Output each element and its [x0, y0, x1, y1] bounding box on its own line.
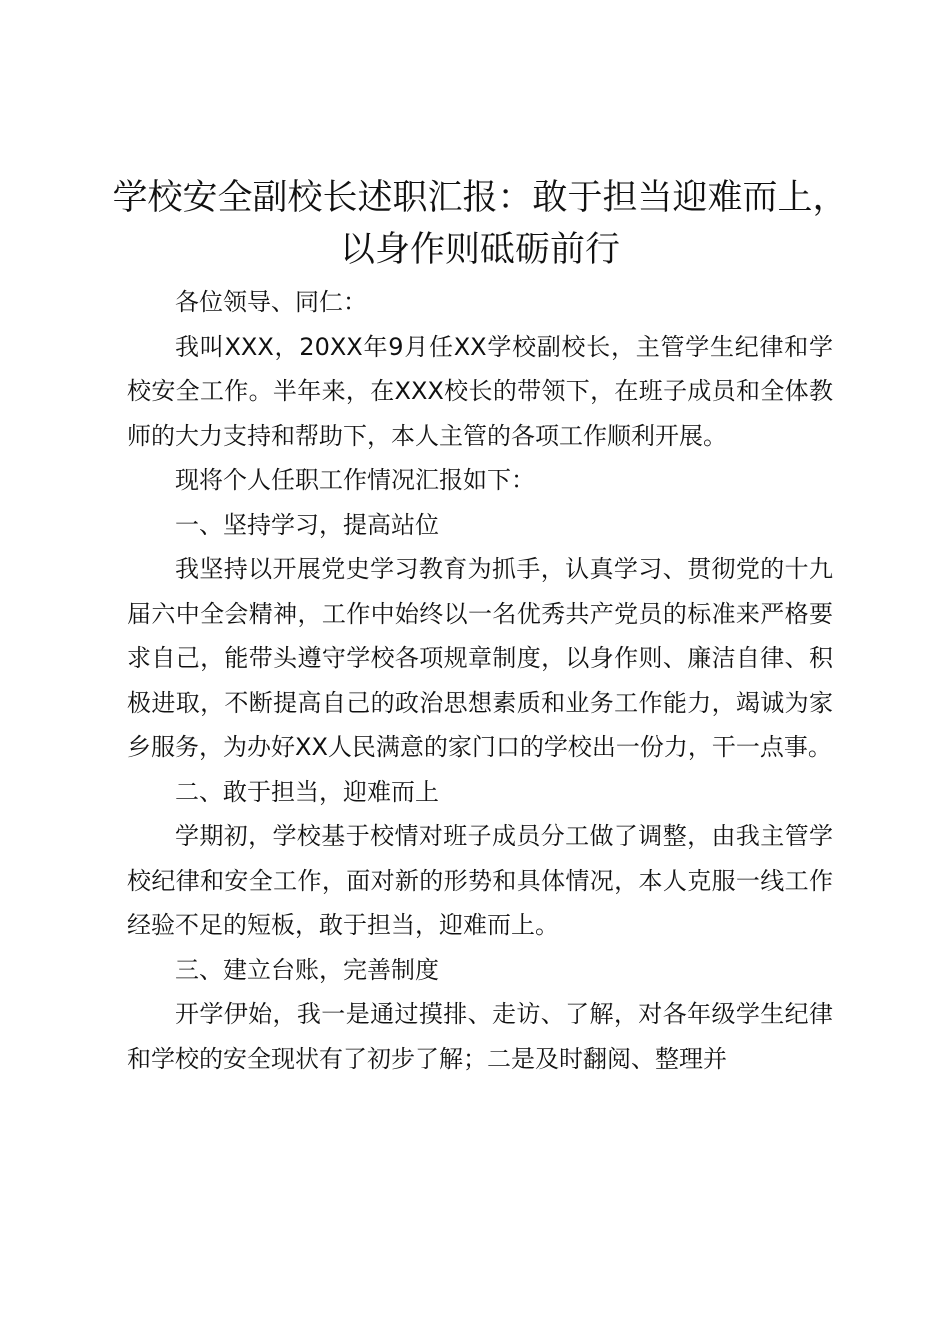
title-line-2: 以身作则砥砺前行 [339, 230, 620, 270]
section-3-heading: 三、建立台账，完善制度 [175, 955, 439, 984]
intro-paragraph: 我叫XXX，20XX年9月任XX学校副校长，主管学生纪律和学校安全工作。半年来，在XXX校长的带领下，在班子成员和全体教师的大力支持和帮助下，本人主管的各项工作顺利开展。 [127, 332, 833, 450]
section-2-heading: 二、敢于担当，迎难而上 [175, 777, 439, 806]
section-1-body: 我坚持以开展党史学习教育为抓手，认真学习、贯彻党的十九届六中全会精神，工作中始终以一名优秀共产党员的标准来严格要求自己，能带头遵守学校各项规章制度，以身作则、廉洁自律、积极进取，不断提高自己的政治思想素质和业务工作能力，竭诚为家乡服务，为办好XX人民满意的家门口的学校出一份力，干一点事。 [127, 555, 833, 761]
greeting: 各位领导、同仁： [175, 288, 367, 316]
document-body [127, 280, 833, 1081]
document-title [100, 172, 860, 276]
title-line-1: 学校安全副校长述职汇报：敢于担当迎难而上， [112, 178, 848, 218]
report-lead: 现将个人任职工作情况汇报如下： [175, 466, 535, 494]
section-3-body: 开学伊始，我一是通过摸排、走访、了解，对各年级学生纪律和学校的安全现状有了初步了解；二是及时翻阅、整理并 [127, 1000, 833, 1073]
section-1-heading: 一、坚持学习，提高站位 [175, 510, 439, 539]
section-2-body: 学期初，学校基于校情对班子成员分工做了调整，由我主管学校纪律和安全工作，面对新的形势和具体情况，本人克服一线工作经验不足的短板，敢于担当，迎难而上。 [127, 822, 833, 939]
